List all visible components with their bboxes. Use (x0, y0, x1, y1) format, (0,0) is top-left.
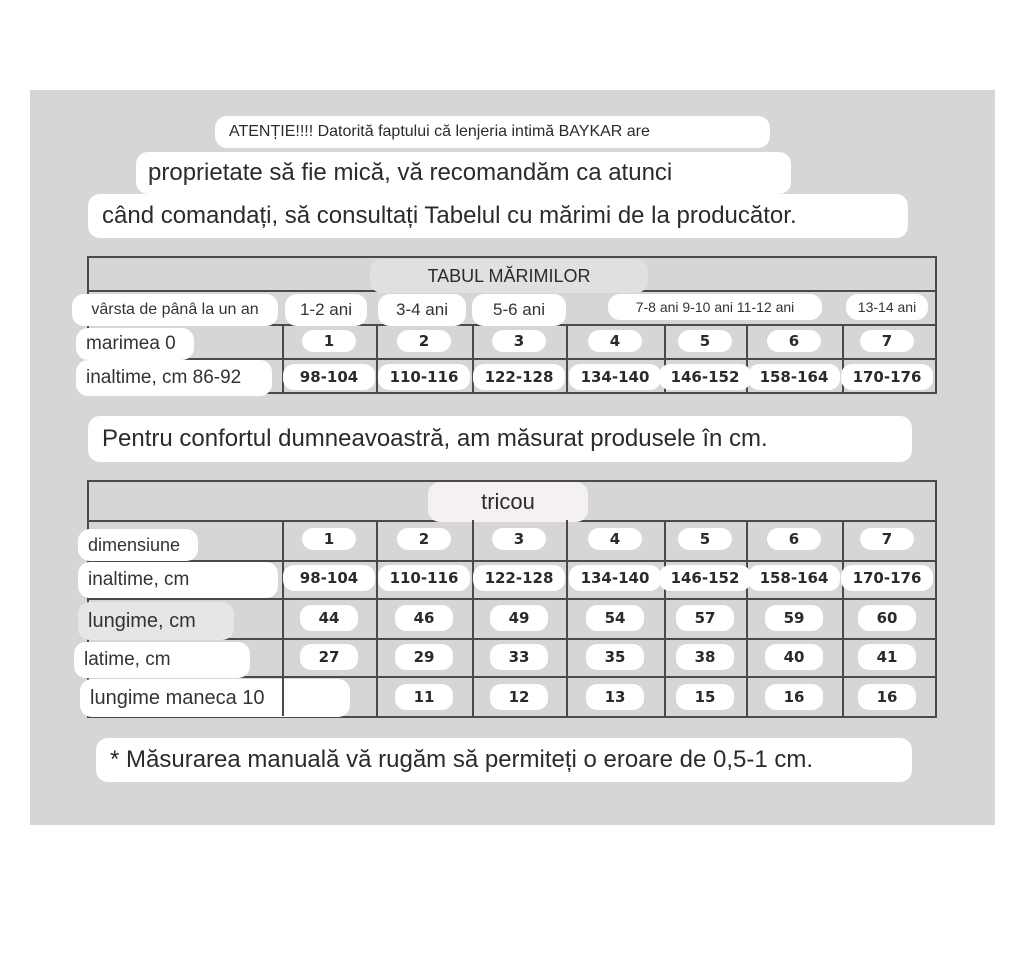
size-cell: 7 (860, 330, 914, 352)
height-cell: 146-152 (659, 565, 751, 591)
height-cell: 98-104 (283, 565, 375, 591)
size-cell: 6 (767, 330, 821, 352)
height-cell: 170-176 (841, 565, 933, 591)
height-row-label: inaltime, cm (78, 562, 278, 598)
height-cell: 146-152 (659, 364, 751, 390)
sleeve-cell: 15 (676, 684, 734, 710)
length-row-label: lungime, cm (78, 602, 234, 640)
size-cell: 2 (397, 330, 451, 352)
width-cell: 35 (586, 644, 644, 670)
size-cell: 2 (397, 528, 451, 550)
height-cell: 122-128 (473, 364, 565, 390)
length-cell: 54 (586, 605, 644, 631)
length-cell: 59 (765, 605, 823, 631)
size-cell: 5 (678, 528, 732, 550)
divider (87, 598, 935, 600)
length-cell: 57 (676, 605, 734, 631)
age-label: 1-2 ani (285, 294, 367, 326)
divider (842, 520, 844, 716)
notice-line-1: ATENȚIE!!!! Datorită faptului că lenjeria intimă BAYKAR are (215, 116, 770, 148)
footnote: * Măsurarea manuală vă rugăm să permiteți o eroare de 0,5-1 cm. (96, 738, 912, 782)
size-cell: 4 (588, 330, 642, 352)
size-cell: 3 (492, 330, 546, 352)
size-row-label: marimea 0 (76, 328, 194, 360)
height-cell: 158-164 (748, 364, 840, 390)
age-label: 13-14 ani (846, 294, 928, 320)
sleeve-cell: 16 (858, 684, 916, 710)
sleeve-cell: 13 (586, 684, 644, 710)
age-label: 5-6 ani (472, 294, 566, 326)
width-row-label: latime, cm (74, 642, 250, 678)
height-cell: 170-176 (841, 364, 933, 390)
length-cell: 49 (490, 605, 548, 631)
divider (376, 520, 378, 716)
height-cell: 158-164 (748, 565, 840, 591)
width-cell: 33 (490, 644, 548, 670)
tshirt-table-title: tricou (428, 482, 588, 522)
size-cell: 6 (767, 528, 821, 550)
size-cell: 4 (588, 528, 642, 550)
age-label: 7-8 ani 9-10 ani 11-12 ani (608, 294, 822, 320)
height-cell: 134-140 (569, 565, 661, 591)
comfort-note: Pentru confortul dumneavoastră, am măsurat produsele în cm. (88, 416, 912, 462)
width-cell: 29 (395, 644, 453, 670)
size-cell: 1 (302, 528, 356, 550)
size-cell: 1 (302, 330, 356, 352)
age-label: vârsta de pânâ la un an (72, 294, 278, 326)
height-cell: 134-140 (569, 364, 661, 390)
height-row-label: inaltime, cm 86-92 (76, 360, 272, 396)
length-cell: 60 (858, 605, 916, 631)
width-cell: 38 (676, 644, 734, 670)
divider (282, 520, 284, 716)
size-table-title: TABUL MĂRIMILOR (370, 259, 648, 293)
size-cell: 5 (678, 330, 732, 352)
width-cell: 27 (300, 644, 358, 670)
height-cell: 110-116 (378, 364, 470, 390)
height-cell: 98-104 (283, 364, 375, 390)
divider (566, 520, 568, 716)
sleeve-cell: 16 (765, 684, 823, 710)
age-label: 3-4 ani (378, 294, 466, 326)
divider (746, 520, 748, 716)
length-cell: 44 (300, 605, 358, 631)
divider (664, 520, 666, 716)
sleeve-row-label: lungime maneca 10 (80, 679, 350, 717)
sleeve-cell: 12 (490, 684, 548, 710)
dimension-row-label: dimensiune (78, 529, 198, 561)
height-cell: 110-116 (378, 565, 470, 591)
length-cell: 46 (395, 605, 453, 631)
divider (472, 520, 474, 716)
notice-line-2: proprietate să fie mică, vă recomandăm ca atunci (136, 152, 791, 194)
size-cell: 3 (492, 528, 546, 550)
size-cell: 7 (860, 528, 914, 550)
width-cell: 40 (765, 644, 823, 670)
width-cell: 41 (858, 644, 916, 670)
height-cell: 122-128 (473, 565, 565, 591)
notice-line-3: când comandați, să consultați Tabelul cu mărimi de la producător. (88, 194, 908, 238)
sleeve-cell: 11 (395, 684, 453, 710)
divider (566, 324, 568, 392)
